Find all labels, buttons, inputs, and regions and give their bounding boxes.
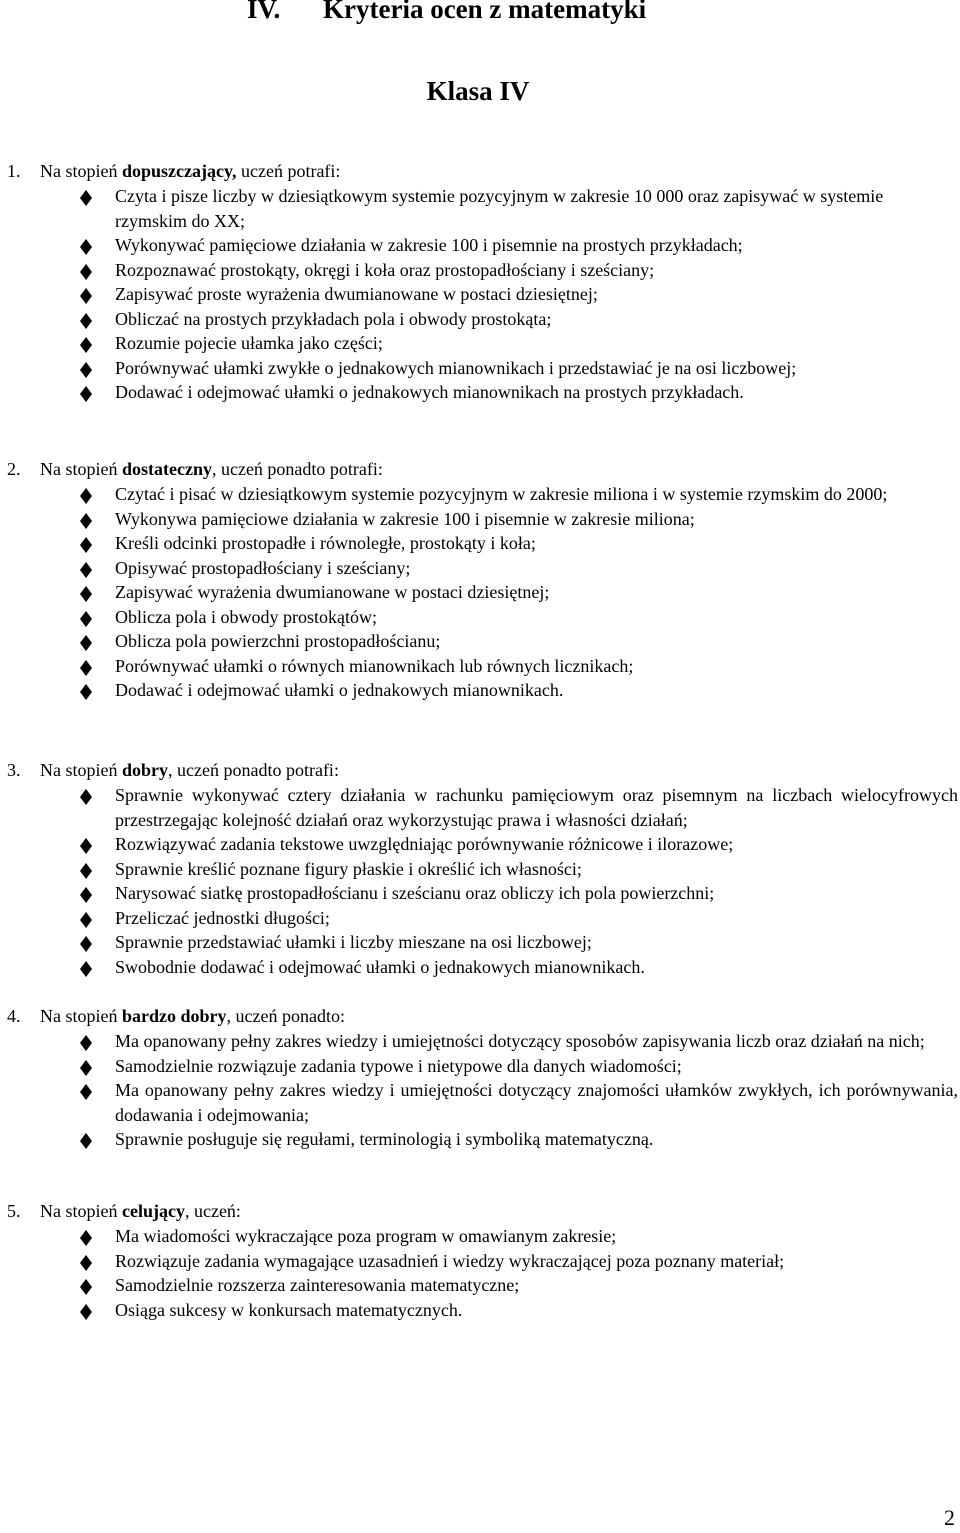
list-item bbox=[0, 629, 960, 654]
list-item bbox=[0, 930, 960, 955]
list-item bbox=[0, 1224, 960, 1249]
diamond-bullet-icon bbox=[79, 787, 93, 803]
list-item bbox=[0, 783, 960, 832]
list-item bbox=[0, 1298, 960, 1323]
list-item bbox=[0, 1078, 960, 1127]
list-item bbox=[0, 1249, 960, 1274]
list-item bbox=[0, 1127, 960, 1152]
item-text: Swobodnie dodawać i odejmować ułamki o jednakowych mianownikach. bbox=[115, 956, 645, 977]
grade-name: celujący bbox=[121, 1201, 185, 1221]
section-number: 2. bbox=[7, 459, 21, 479]
item-text: Ma wiadomości wykraczające poza program w omawianym zakresie; bbox=[115, 1226, 617, 1246]
page-number: 2 bbox=[944, 1505, 955, 1530]
section-suffix: , uczeń ponadto: bbox=[226, 1006, 345, 1026]
item-text: Samodzielnie rozwiązuje zadania typowe i nietypowe dla danych wiadomości; bbox=[115, 1055, 682, 1076]
item-text: Rozpoznawać prostokąty, okręgi i koła oraz prostopadłościany i sześciany; bbox=[115, 259, 655, 280]
item-text: Porównywać ułamki o równych mianownikach lub równych licznikach; bbox=[115, 655, 634, 676]
grade-name: bardzo dobry bbox=[121, 1006, 227, 1026]
list-item bbox=[0, 832, 960, 857]
item-text: Czytać i pisać w dziesiątkowym systemie pozycyjnym w zakresie miliona i w systemie rzymskim do 2000; bbox=[115, 484, 888, 504]
section-heading bbox=[7, 1004, 345, 1029]
item-text: Opisywać prostopadłościany i sześciany; bbox=[115, 557, 411, 578]
chapter-number: IV. bbox=[247, 0, 281, 24]
criteria-list bbox=[0, 1029, 960, 1152]
section-heading bbox=[7, 457, 383, 482]
section-heading bbox=[7, 758, 339, 783]
grade-name: dopuszczający, bbox=[121, 161, 237, 181]
diamond-bullet-icon bbox=[79, 237, 93, 253]
diamond-bullet-icon bbox=[79, 286, 93, 302]
section-number: 4. bbox=[7, 1006, 21, 1026]
item-text: Oblicza pola i obwody prostokątów; bbox=[115, 606, 377, 627]
section-suffix: , uczeń ponadto potrafi: bbox=[168, 760, 339, 780]
item-text: Sprawnie wykonywać cztery działania w rachunku pamięciowym oraz pisemnym na liczbach wielocyfrowych przestrzegając kolejność działań oraz wykorzystując prawa i własności działań; bbox=[115, 785, 958, 830]
diamond-bullet-icon bbox=[79, 633, 93, 649]
section-prefix: Na stopień bbox=[40, 161, 122, 181]
list-item bbox=[0, 356, 960, 381]
item-text: Wykonywać pamięciowe działania w zakresie 100 i pisemnie na prostych przykładach; bbox=[115, 235, 743, 255]
list-item bbox=[0, 307, 960, 332]
grade-name: dostateczny bbox=[121, 459, 212, 479]
section-number: 5. bbox=[7, 1201, 21, 1221]
diamond-bullet-icon bbox=[79, 262, 93, 278]
diamond-bullet-icon bbox=[79, 1058, 93, 1074]
list-item bbox=[0, 331, 960, 356]
item-text: Sprawnie kreślić poznane figury płaskie i określić ich własności; bbox=[115, 858, 582, 879]
list-item bbox=[0, 1273, 960, 1298]
diamond-bullet-icon bbox=[79, 511, 93, 527]
diamond-bullet-icon bbox=[79, 836, 93, 852]
list-item bbox=[0, 654, 960, 679]
section-prefix: Na stopień bbox=[40, 459, 122, 479]
diamond-bullet-icon bbox=[79, 609, 93, 625]
diamond-bullet-icon bbox=[79, 188, 93, 204]
item-text: Zapisywać proste wyrażenia dwumianowane w postaci dziesiętnej; bbox=[115, 284, 598, 304]
item-text: Obliczać na prostych przykładach pola i obwody prostokąta; bbox=[115, 308, 552, 329]
list-item bbox=[0, 258, 960, 283]
diamond-bullet-icon bbox=[79, 1228, 93, 1244]
section-suffix: , uczeń: bbox=[184, 1201, 241, 1221]
diamond-bullet-icon bbox=[79, 861, 93, 877]
item-text: Zapisywać wyrażenia dwumianowane w postaci dziesiętnej; bbox=[115, 582, 550, 602]
diamond-bullet-icon bbox=[79, 360, 93, 376]
item-text: Kreśli odcinki prostopadłe i równoległe, prostokąty i koła; bbox=[115, 533, 536, 553]
list-item bbox=[0, 282, 960, 307]
list-item bbox=[0, 556, 960, 581]
item-text: Dodawać i odejmować ułamki o jednakowych mianownikach na prostych przykładach. bbox=[115, 382, 744, 402]
criteria-list bbox=[0, 783, 960, 979]
list-item bbox=[0, 580, 960, 605]
diamond-bullet-icon bbox=[79, 1082, 93, 1098]
diamond-bullet-icon bbox=[79, 959, 93, 975]
diamond-bullet-icon bbox=[79, 1131, 93, 1147]
list-item bbox=[0, 507, 960, 532]
list-item bbox=[0, 184, 960, 233]
item-text: Samodzielnie rozszerza zainteresowania matematyczne; bbox=[115, 1275, 520, 1295]
diamond-bullet-icon bbox=[79, 1033, 93, 1049]
section-number: 1. bbox=[7, 161, 21, 181]
section-prefix: Na stopień bbox=[40, 1006, 122, 1026]
item-text: Oblicza pola powierzchni prostopadłościanu; bbox=[115, 631, 441, 651]
item-text: Rozwiązywać zadania tekstowe uwzględniając porównywanie różnicowe i ilorazowe; bbox=[115, 834, 734, 854]
criteria-list bbox=[0, 184, 960, 405]
diamond-bullet-icon bbox=[79, 682, 93, 698]
item-text: Ma opanowany pełny zakres wiedzy i umiejętności dotyczący sposobów zapisywania liczb oraz działań na nich; bbox=[115, 1031, 925, 1051]
item-text: Ma opanowany pełny zakres wiedzy i umiejętności dotyczący znajomości ułamków zwykłych, ich porównywania, dodawania i odejmowania; bbox=[115, 1080, 958, 1125]
diamond-bullet-icon bbox=[79, 934, 93, 950]
chapter-title: Kryteria ocen z matematyki bbox=[323, 0, 647, 24]
list-item bbox=[0, 482, 960, 507]
diamond-bullet-icon bbox=[79, 335, 93, 351]
criteria-list bbox=[0, 482, 960, 703]
diamond-bullet-icon bbox=[79, 658, 93, 674]
item-text: Wykonywa pamięciowe działania w zakresie 100 i pisemnie w zakresie miliona; bbox=[115, 508, 695, 529]
diamond-bullet-icon bbox=[79, 584, 93, 600]
diamond-bullet-icon bbox=[79, 486, 93, 502]
section-suffix: , uczeń ponadto potrafi: bbox=[211, 459, 383, 479]
item-text: Czyta i pisze liczby w dziesiątkowym systemie pozycyjnym w zakresie 10 000 oraz zapisywać w systemie rzymskim do XX; bbox=[115, 186, 884, 231]
item-text: Sprawnie przedstawiać ułamki i liczby mieszane na osi liczbowej; bbox=[115, 932, 592, 952]
diamond-bullet-icon bbox=[79, 1277, 93, 1293]
list-item bbox=[0, 678, 960, 703]
diamond-bullet-icon bbox=[79, 885, 93, 901]
section-prefix: Na stopień bbox=[40, 1201, 122, 1221]
item-text: Osiąga sukcesy w konkursach matematycznych. bbox=[115, 1299, 463, 1320]
list-item bbox=[0, 955, 960, 980]
diamond-bullet-icon bbox=[79, 535, 93, 551]
list-item bbox=[0, 605, 960, 630]
criteria-list bbox=[0, 1224, 960, 1322]
diamond-bullet-icon bbox=[79, 384, 93, 400]
item-text: Porównywać ułamki zwykłe o jednakowych mianownikach i przedstawiać je na osi liczbowej; bbox=[115, 357, 797, 378]
list-item bbox=[0, 380, 960, 405]
list-item bbox=[0, 906, 960, 931]
item-text: Przeliczać jednostki długości; bbox=[115, 907, 330, 928]
diamond-bullet-icon bbox=[79, 910, 93, 926]
item-text: Rozwiązuje zadania wymagające uzasadnień i wiedzy wykraczającej poza poznany materiał; bbox=[115, 1250, 785, 1271]
list-item bbox=[0, 1029, 960, 1054]
section-number: 3. bbox=[7, 760, 21, 780]
grade-name: dobry bbox=[121, 760, 168, 780]
section-suffix: uczeń potrafi: bbox=[236, 161, 341, 181]
diamond-bullet-icon bbox=[79, 311, 93, 327]
list-item bbox=[0, 531, 960, 556]
item-text: Sprawnie posługuje się regułami, terminologią i symboliką matematyczną. bbox=[115, 1129, 654, 1149]
diamond-bullet-icon bbox=[79, 560, 93, 576]
list-item bbox=[0, 857, 960, 882]
diamond-bullet-icon bbox=[79, 1253, 93, 1269]
item-text: Dodawać i odejmować ułamki o jednakowych mianownikach. bbox=[115, 680, 564, 700]
list-item bbox=[0, 1054, 960, 1079]
diamond-bullet-icon bbox=[79, 1302, 93, 1318]
section-heading bbox=[7, 1199, 241, 1224]
list-item bbox=[0, 881, 960, 906]
section-heading bbox=[7, 159, 340, 184]
section-prefix: Na stopień bbox=[40, 760, 122, 780]
item-text: Narysować siatkę prostopadłościanu i sześcianu oraz obliczy ich pola powierzchni; bbox=[115, 883, 715, 903]
class-heading: Klasa IV bbox=[426, 76, 530, 106]
list-item bbox=[0, 233, 960, 258]
item-text: Rozumie pojecie ułamka jako części; bbox=[115, 333, 383, 353]
